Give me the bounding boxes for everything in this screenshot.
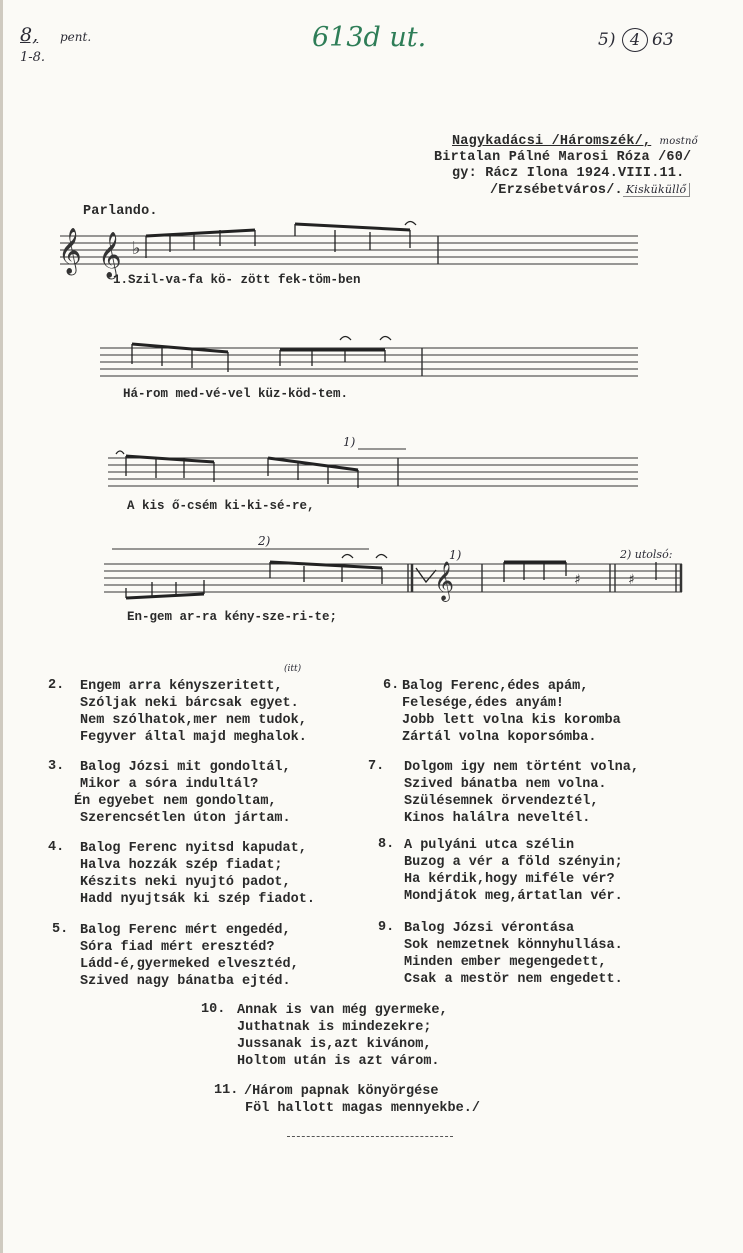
svg-text:𝄞: 𝄞	[98, 232, 122, 278]
verse-line: Nem szólhatok,mer nem tudok,	[80, 713, 307, 728]
verse-line: Csak a mestör nem engedett.	[404, 972, 623, 987]
verse-line: Sok nemzetnek könnyhullása.	[404, 938, 623, 953]
verse-line: Balog Józsi mit gondoltál,	[80, 760, 291, 775]
verse-line: Fegyver által majd meghalok.	[80, 730, 307, 745]
verse-line: Szóljak neki bárcsak egyet.	[80, 696, 299, 711]
lyric-line-2: Há-rom med-vé-vel küz-köd-tem.	[123, 387, 349, 401]
archive-range: 1-8.	[20, 50, 46, 65]
verse-line: Szived nagy bánatba ejtéd.	[80, 974, 291, 989]
svg-text:𝄞: 𝄞	[58, 228, 82, 274]
header-singer: Birtalan Pálné Marosi Róza /60/	[434, 150, 692, 165]
music-staff-3	[108, 446, 640, 500]
verse-line: Holtom után is azt várom.	[237, 1054, 440, 1069]
verse-line: Sóra fiad mért eresztéd?	[80, 940, 275, 955]
verse-line: Annak is van még gyermeke,	[237, 1003, 448, 1018]
header-place: Nagykadácsi /Háromszék/, mostnő	[452, 134, 698, 149]
verse-line: Felesége,édes anyám!	[402, 696, 565, 711]
stanza-note: (itt)	[284, 664, 302, 674]
verse-line: Engem arra kényszeritett,	[80, 679, 283, 694]
svg-text:♭: ♭	[132, 238, 141, 259]
page-ref-b: 63	[652, 30, 674, 50]
stanza-number: 8.	[378, 837, 395, 852]
header-town: /Erzsébetváros/. Kisküküllő	[490, 183, 690, 198]
verse-line: Balog Ferenc nyitsd kapudat,	[80, 841, 307, 856]
verse-line: Balog Ferenc mért engedéd,	[80, 923, 291, 938]
stanza-number: 10.	[201, 1002, 226, 1017]
stanza-number: 2.	[48, 678, 65, 693]
closing-rule	[287, 1136, 453, 1137]
verse-line: Szived bánatba nem volna.	[404, 777, 607, 792]
page-ref-a: 5)	[598, 30, 616, 50]
lyric-line-3: A kis ő-csém ki-ki-sé-re,	[127, 499, 315, 513]
footnote-mark-2b: 2) utolsó:	[620, 548, 673, 561]
verse-line: Én egyebet nem gondoltam,	[74, 794, 277, 809]
verse-line: Szerencsétlen úton jártam.	[80, 811, 291, 826]
verse-line: Készits neki nyujtó padot,	[80, 875, 291, 890]
verse-line: Mondjátok meg,ártatlan vér.	[404, 889, 623, 904]
lyric-line-4: En-gem ar-ra kény-sze-ri-te;	[127, 610, 338, 624]
svg-text:♯: ♯	[628, 572, 635, 588]
verse-line: Jobb lett volna kis koromba	[402, 713, 621, 728]
footnote-mark-1b: 1)	[449, 548, 462, 562]
verse-line: Kinos halálra neveltél.	[404, 811, 591, 826]
stanza-number: 9.	[378, 920, 395, 935]
stanza-number: 5.	[52, 922, 69, 937]
verse-line: Juthatnak is mindezekre;	[237, 1020, 432, 1035]
verse-line: Halva hozzák szép fiadat;	[80, 858, 283, 873]
verse-line: Hadd nyujtsák ki szép fiadot.	[80, 892, 315, 907]
verse-line: Mikor a sóra indultál?	[80, 777, 259, 792]
music-staff-4	[104, 546, 690, 606]
music-staff-1	[50, 222, 640, 276]
header-collector: gy: Rácz Ilona 1924.VIII.11.	[452, 166, 685, 181]
verse-line: Ha kérdik,hogy miféle vér?	[404, 872, 615, 887]
stanza-number: 6.	[383, 678, 400, 693]
verse-line: Zártál volna koporsómba.	[402, 730, 597, 745]
archive-number: 8,	[20, 24, 39, 46]
archive-suffix: pent.	[60, 30, 92, 44]
stanza-number: 4.	[48, 840, 65, 855]
tempo-marking: Parlando.	[83, 204, 158, 219]
footnote-mark-1: 1)	[343, 435, 356, 449]
verse-line: Jussanak is,azt kivánom,	[237, 1037, 432, 1052]
page-ref-circled: 4	[622, 28, 648, 52]
stanza-number: 3.	[48, 759, 65, 774]
verse-line: Balog Józsi vérontása	[404, 921, 575, 936]
verse-line: Ládd-é,gyermeked elvesztéd,	[80, 957, 299, 972]
verse-line: Buzog a vér a föld szényin;	[404, 855, 623, 870]
verse-line: Dolgom igy nem történt volna,	[404, 760, 639, 775]
verse-line: Föl hallott magas mennyekbe./	[245, 1101, 480, 1116]
stanza-number: 11.	[214, 1083, 239, 1098]
music-staff-2	[100, 336, 640, 388]
svg-text:𝄞: 𝄞	[434, 561, 455, 601]
verse-line: /Három papnak könyörgése	[244, 1084, 439, 1099]
stanza-number: 7.	[368, 759, 385, 774]
footnote-mark-2: 2)	[258, 534, 271, 548]
verse-line: A pulyáni utca szélin	[404, 838, 575, 853]
verse-line: Szülésemnek örvendeztél,	[404, 794, 599, 809]
lyric-line-1: 1.Szil-va-fa kö- zött fek-töm-ben	[113, 273, 361, 287]
svg-text:♯: ♯	[574, 572, 581, 588]
verse-line: Minden ember megengedett,	[404, 955, 607, 970]
verse-line: Balog Ferenc,édes apám,	[402, 679, 589, 694]
catalog-reference: 613d ut.	[312, 22, 427, 53]
